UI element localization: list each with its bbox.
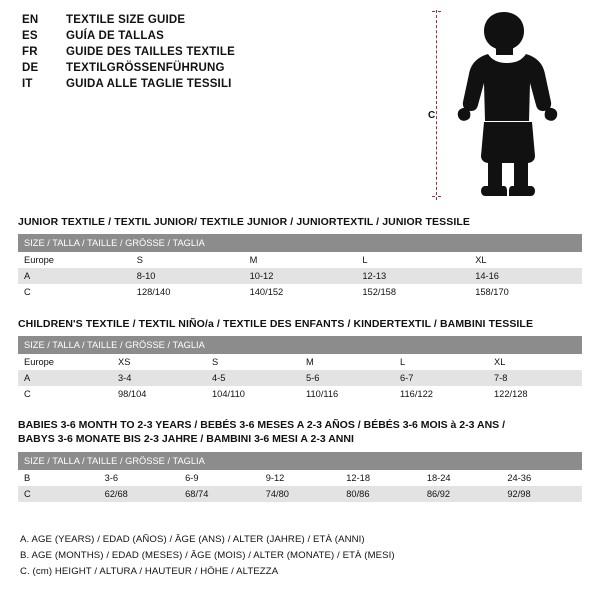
table-row [18,268,582,284]
header-row [22,78,442,90]
table-row [18,486,582,502]
cell: XL [488,354,582,370]
row-label: C [18,386,112,402]
measurement-figure [422,4,582,204]
guide-title-en: TEXTILE SIZE GUIDE [66,14,186,26]
section-title-babies-line2: BABYS 3-6 MONATE BIS 2-3 JAHRE / BAMBINI 3-6 MESI A 2-3 ANNI [18,433,354,446]
header-row [22,30,442,42]
table-header-row [18,336,582,354]
header-row [22,46,442,58]
cell: 8-10 [131,268,244,284]
note-height-cm: C. (cm) HEIGHT / ALTURA / HAUTEUR / HÖHE / ALTEZZA [20,566,279,577]
cell: 4-5 [206,370,300,386]
cell: L [394,354,488,370]
cell: 18-24 [421,470,502,486]
table-babies [18,452,582,502]
height-measure-line [436,10,437,200]
section-title-children: CHILDREN'S TEXTILE / TEXTIL NIÑO/а / TEXTILE DES ENFANTS / KINDERTEXTIL / BAMBINI TESSILE [18,318,534,330]
measure-label-c: C [428,110,436,121]
size-header-label: SIZE / TALLA / TAILLE / GRÖSSE / TAGLIA [18,234,582,252]
cell: S [131,252,244,268]
cell: 3-4 [112,370,206,386]
cell: 6-9 [179,470,260,486]
language-code-es: ES [22,30,38,42]
cell: 9-12 [260,470,341,486]
cell: 6-7 [394,370,488,386]
table-row [18,354,582,370]
cell: 158/170 [469,284,582,300]
table-junior [18,234,582,300]
cell: M [300,354,394,370]
size-header-label: SIZE / TALLA / TAILLE / GRÖSSE / TAGLIA [18,336,582,354]
section-title-junior: JUNIOR TEXTILE / TEXTIL JUNIOR/ TEXTILE JUNIOR / JUNIORTEXTIL / JUNIOR TESSILE [18,216,470,228]
section-title-babies [18,418,582,446]
guide-title-fr: GUIDE DES TAILLES TEXTILE [66,46,235,58]
header-row [22,14,442,26]
height-tick-bottom [432,196,441,197]
toddler-silhouette-icon [448,10,568,202]
table-row [18,284,582,300]
cell: 12-13 [356,268,469,284]
row-label: Europe [18,354,112,370]
cell: 24-36 [501,470,582,486]
cell: L [356,252,469,268]
table-row [18,370,582,386]
cell: XS [112,354,206,370]
guide-title-es: GUÍA DE TALLAS [66,30,164,42]
table-children [18,336,582,402]
cell: 92/98 [501,486,582,502]
cell: 128/140 [131,284,244,300]
legend-notes [20,534,580,582]
cell: 3-6 [99,470,180,486]
note-age-years: A. AGE (YEARS) / EDAD (AÑOS) / ÂGE (ANS) / ALTER (JAHRE) / ETÀ (ANNI) [20,534,365,545]
cell: 10-12 [244,268,357,284]
cell: 152/158 [356,284,469,300]
cell: 140/152 [244,284,357,300]
cell: 14-16 [469,268,582,284]
cell: M [244,252,357,268]
note-age-months: B. AGE (MONTHS) / EDAD (MESES) / ÂGE (MOIS) / ALTER (MONATE) / ETÀ (MESI) [20,550,395,561]
cell: XL [469,252,582,268]
table-header-row [18,452,582,470]
cell: 62/68 [99,486,180,502]
table-row [18,470,582,486]
cell: 80/86 [340,486,421,502]
cell: 12-18 [340,470,421,486]
row-label: A [18,268,131,284]
cell: 68/74 [179,486,260,502]
table-header-row [18,234,582,252]
language-code-de: DE [22,62,39,74]
section-children [18,318,582,402]
row-label: Europe [18,252,131,268]
row-label: A [18,370,112,386]
cell: 122/128 [488,386,582,402]
language-code-en: EN [22,14,39,26]
cell: 86/92 [421,486,502,502]
language-header [22,14,442,94]
header-row [22,62,442,74]
cell: 74/80 [260,486,341,502]
section-babies [18,418,582,502]
language-code-it: IT [22,78,33,90]
cell: 104/110 [206,386,300,402]
table-row [18,252,582,268]
guide-title-it: GUIDA ALLE TAGLIE TESSILI [66,78,232,90]
table-row [18,386,582,402]
section-junior [18,216,582,300]
cell: 98/104 [112,386,206,402]
row-label: C [18,486,99,502]
section-title-babies-line1: BABIES 3-6 MONTH TO 2-3 YEARS / BEBÉS 3-6 MESES A 2-3 AÑOS / BÉBÉS 3-6 MOIS à 2-3 ANS / [18,419,506,431]
row-label: B [18,470,99,486]
cell: 7-8 [488,370,582,386]
height-tick-top [432,11,441,12]
cell: S [206,354,300,370]
cell: 5-6 [300,370,394,386]
language-code-fr: FR [22,46,38,58]
cell: 110/116 [300,386,394,402]
row-label: C [18,284,131,300]
size-header-label: SIZE / TALLA / TAILLE / GRÖSSE / TAGLIA [18,452,582,470]
cell: 116/122 [394,386,488,402]
guide-title-de: TEXTILGRÖSSENFÜHRUNG [66,62,225,74]
